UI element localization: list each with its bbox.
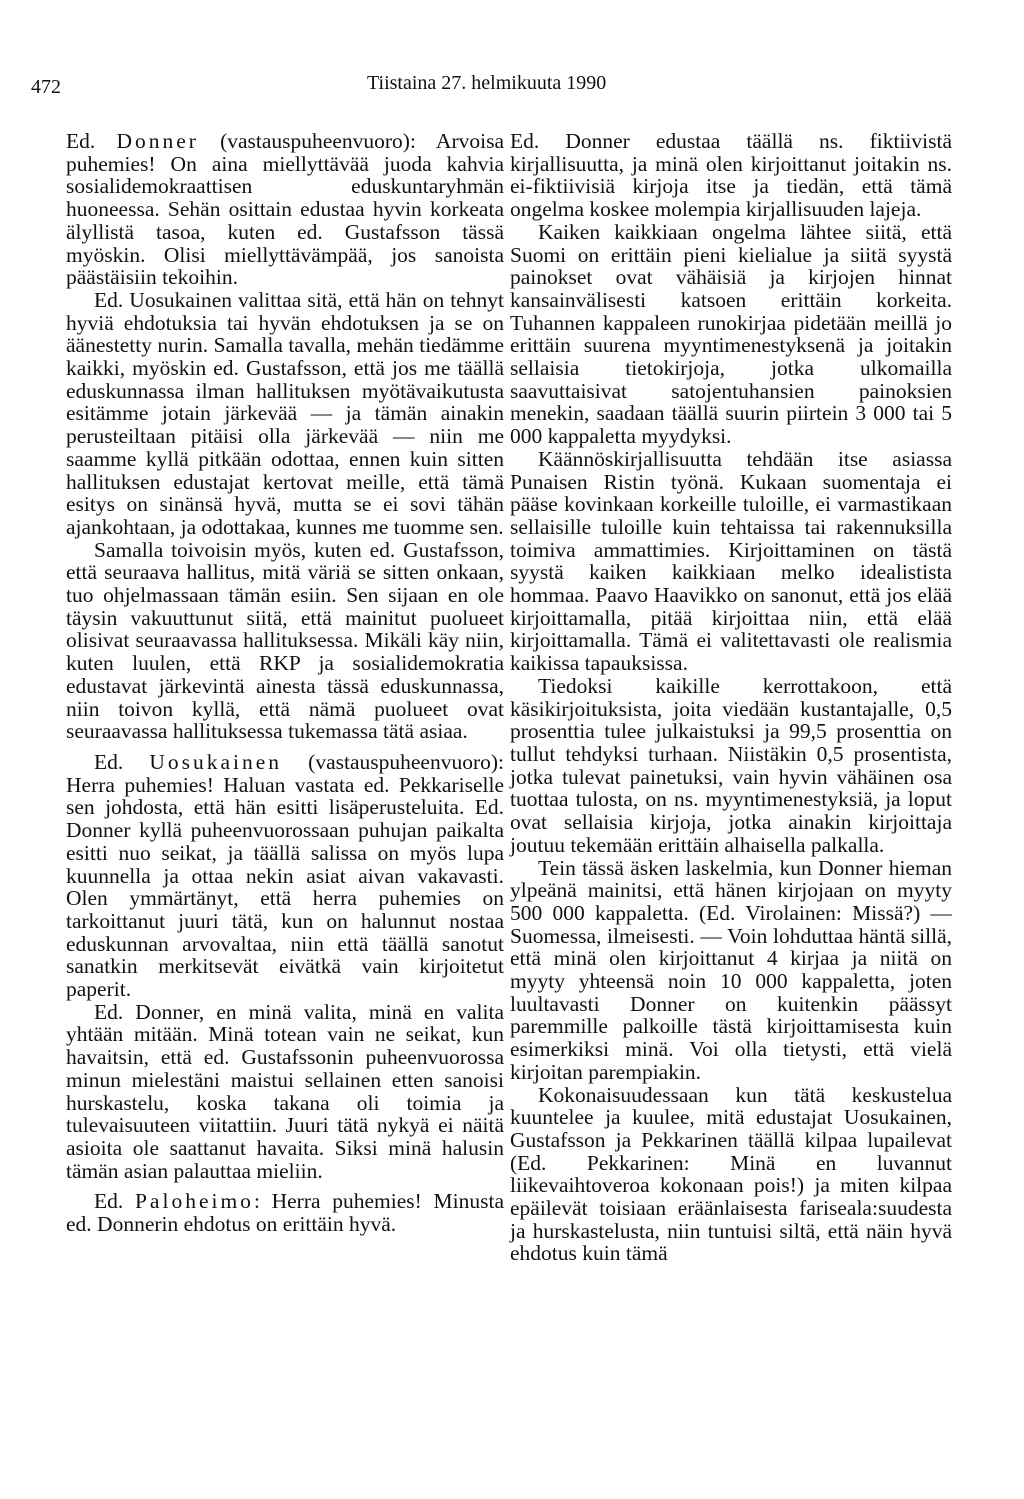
paragraph (510, 857, 952, 1084)
paragraph-text: Samalla toivoisin myös, kuten ed. Gustafsson, että seuraava hallitus, mitä väriä se sitten onkaan, tuo ohjelmassaan tämän esiin. Sen sijaan en ole täysin vakuuttunut siitä, että mainitut puolueet olisivat seuraavassa hallituksessa. Mikäli käy niin, kuten luulen, että RKP ja sosialidemokratia edustavat järkevintä ainesta tässä eduskunnassa, niin toivon kyllä, että nämä puolueet ovat seuraavassa hallituksessa tukemassa tätä asiaa. (66, 537, 504, 744)
paragraph (66, 289, 504, 539)
speaker-prefix: Ed. (94, 749, 150, 774)
paragraph-text: Kokonaisuudessaan kun tätä keskustelua kuuntelee ja kuulee, mitä edustajat Uosukainen, Gustafsson ja Pekkarinen täällä kilpaa lupailevat (Ed. Pekkarinen: Minä en luvannut liikevaihtoveroa kokonaan pois!) ja miten kilpaa epäilevät toisiaan eräänlaisesta fariseala:suudesta ja hurskastelusta, niin tuntuisi siltä, että näin hyvä ehdotus kuin tämä (510, 1082, 952, 1266)
speaker-name: Uosukainen (149, 749, 283, 774)
left-column (66, 130, 504, 1236)
paragraph (66, 539, 504, 743)
page-number: 472 (31, 76, 61, 98)
right-column (510, 130, 952, 1265)
paragraph (510, 675, 952, 857)
speaker-name: Paloheimo (134, 1189, 254, 1214)
paragraph (510, 221, 952, 448)
paragraph (510, 448, 952, 675)
speaker-name: Donner (116, 129, 199, 153)
paragraph (510, 1084, 952, 1266)
paragraph-text: Käännöskirjallisuutta tehdään itse asiassa Punaisen Ristin työnä. Kukaan suomentaja ei pääse kovinkaan korkeille tuloille, ei varmastikaan sellaisille tuloille kuin tehtaissa tai rakennuksilla toimiva ammattimies. Kirjoittaminen on tästä syystä kaiken kaikkiaan melko idealistista hommaa. Paavo Haavikko on sanonut, että jos elää kirjoittamalla, pitää kirjoittaa niin, että elää kirjoittamalla. Tämä ei valitettavasti ole realismia kaikissa tapauksissa. (510, 446, 952, 676)
paragraph (66, 1190, 504, 1235)
paragraph-text: Ed. Donner edustaa täällä ns. fiktiivistä kirjallisuutta, ja minä olen kirjoittanut joitakin ns. ei-fiktiivisiä kirjoja itse ja tiedän, että tämä ongelma koskee molempia kirjallisuuden lajeja. (510, 129, 952, 222)
paragraph-text: Ed. Donner, en minä valita, minä en valita yhtään mitään. Minä totean vain ne seikat, kun havaitsin, että ed. Gustafssonin puheenvuorossa minun mielestäni maistui sellainen etten sanoisi hurskastelu, koska takana oli toimia ja tulevaisuuteen viitattiin. Juuri tätä nykyä ei näitä asioita ole saattanut havaita. Siksi minä halusin tämän asian palauttaa mieliin. (66, 999, 504, 1183)
paragraph-text: (vastauspuheenvuoro): Arvoisa puhemies! On aina miellyttävää juoda kahvia sosialidemokraattisen eduskuntaryhmän huoneessa. Sehän osittain edustaa hyvin korkeata älyllistä tasoa, kuten ed. Gustafsson tässä myöskin. Olisi miellyttävämpää, jos sanoista päästäisiin tekoihin. (66, 129, 504, 290)
paragraph-text: Kaiken kaikkiaan ongelma lähtee siitä, että Suomi on erittäin pieni kielialue ja siitä syystä painokset ovat vähäisiä ja kirjojen hinnat kansainvälisesti katsoen erittäin korkeita. Tuhannen kappaleen runokirjaa pidetään meillä jo erittäin suurena myyntimenestyksenä ja joitakin sellaisia tietokirjoja, jotka ulkomailla saavuttaisivat satojentuhansien painoksien menekin, saadaan täällä suurin piirtein 3 000 tai 5 000 kappaletta myydyksi. (510, 219, 952, 449)
paragraph-text: Tein tässä äsken laskelmia, kun Donner hieman ylpeänä mainitsi, että hänen kirjojaan on myyty 500 000 kappaletta. (Ed. Virolainen: Missä?) — Suomessa, ilmeisesti. — Voin lohduttaa häntä sillä, että minä olen kirjoittanut 4 kirjaa ja niitä on myyty yhteensä noin 10 000 kappaletta, joten luultavasti Donner on kuitenkin päässyt paremmille palkoille tästä kirjoittamisesta kuin esimerkiksi minä. Voi olla tietysti, että vielä kirjoitan parempiakin. (510, 855, 952, 1084)
speaker-prefix: Ed. (66, 129, 117, 153)
paragraph (510, 130, 952, 221)
paragraph-text: Tiedoksi kaikille kerrottakoon, että käsikirjoituksista, joita viedään kustantajalle, 0,5 prosenttia tulee julkaistuksi ja 99,5 prosenttia on tullut tehdyksi turhaan. Niistäkin 0,5 prosentista, jotka tulevat painetuksi, vain hyvin vähäinen osa tuottaa tulosta, on ns. myyntimenestyksiä, ja loput ovat sellaisia kirjoja, jotka ainakin kirjoittaja joutuu tekemään erittäin alhaisella palkalla. (510, 673, 952, 857)
running-head: Tiistaina 27. helmikuuta 1990 (367, 72, 607, 94)
paragraph (66, 130, 504, 289)
paragraph-text: Ed. Uosukainen valittaa sitä, että hän on tehnyt hyviä ehdotuksia tai hyvän ehdotuksen ja se on äänestetty nurin. Samalla tavalla, mehän tiedämme kaikki, myöskin ed. Gustafsson, että jos me täällä eduskunnassa ilman hallituksen myötävaikutusta esitämme jotain järkevää — ja tämän ainakin perusteiltaan pitäisi olla järkevää — niin me saamme kyllä pitkään odottaa, ennen kuin sitten hallituksen edustajat kertovat meille, että tämä esitys on sinänsä hyvä, mutta se ei sovi tähän ajankohtaan, ja odottakaa, kunnes me tuomme sen. (66, 287, 504, 539)
paragraph (66, 751, 504, 1001)
paragraph-text: : Herra puhemies! Minusta ed. Donnerin ehdotus on erittäin hyvä. (66, 1189, 504, 1237)
paragraph (66, 1001, 504, 1183)
speaker-prefix: Ed. (94, 1189, 135, 1214)
paragraph-text: (vastauspuheenvuoro): Herra puhemies! Haluan vastata ed. Pekkariselle sen johdosta, että hän esitti lisäperusteluita. Ed. Donner kyllä puheenvuorossaan puhujan paikalta esitti nuo seikat, ja täällä salissa on myös lupa kuunnella ja ottaa nekin asiat aivan vakavasti. Olen ymmärtänyt, että herra puhemies on tarkoittanut juuri tätä, kun on halunnut nostaa eduskunnan arvovaltaa, niin että täällä sanotut sanatkin merkitsevät eivätkä vain kirjoitetut paperit. (66, 749, 504, 1002)
